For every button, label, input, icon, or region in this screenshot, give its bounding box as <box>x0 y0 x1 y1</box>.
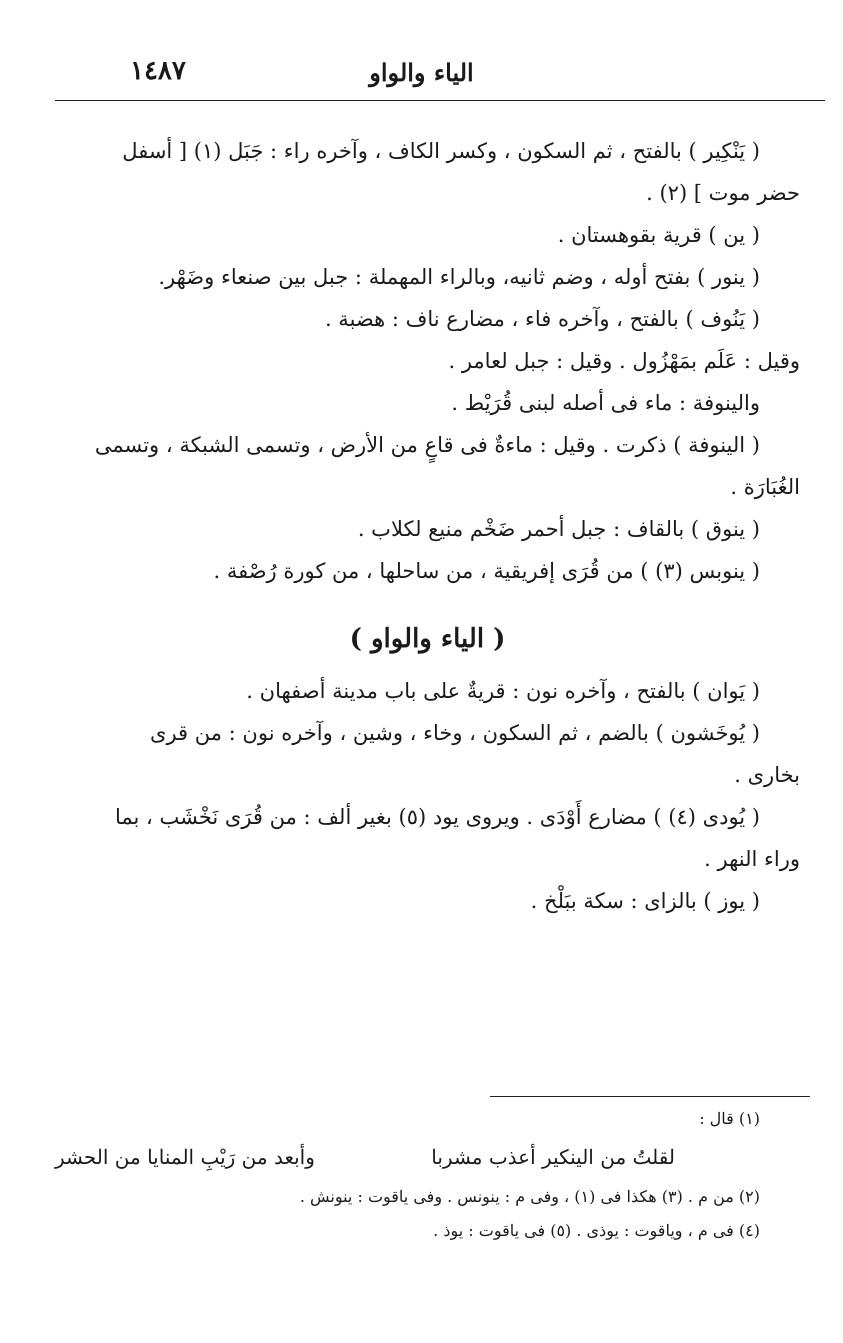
section-heading: ( الياء والواو ) <box>349 624 506 654</box>
entry-text: ( ينوبس (٣) ) من قُرَى إفريقية ، من ساحلها ، من كورة رُصْفة . <box>213 559 760 583</box>
footnote-2-3: (٢) من م . (٣) هكذا فى (١) ، وفى م : ينونس . وفى ياقوت : ينونش . <box>299 1187 760 1206</box>
entry-text: ( ينوق ) بالقاف : جبل أحمر ضَخْم منيع لكلاب . <box>357 517 760 541</box>
header-divider <box>55 100 825 101</box>
footnotes <box>55 1102 760 1248</box>
entry-yuz <box>55 880 800 922</box>
entry-yukhashun <box>55 712 800 796</box>
footnote-divider <box>490 1096 810 1097</box>
footnote-1-intro: (١) قال : <box>699 1109 760 1128</box>
entry-text: ( يَنُوف ) بالفتح ، وآخره فاء ، مضارع ناف : هضبة . <box>324 307 760 331</box>
entry-yanur <box>55 256 800 298</box>
verse-first-hemistich: لقلتُ من الينكير أعذب مشربا <box>431 1145 675 1169</box>
entry-yanubis <box>55 550 800 592</box>
entry-text: ( ينور ) بفتح أوله ، وضم ثانيه، وبالراء المهملة : جبل بين صنعاء وضَهْر. <box>158 265 760 289</box>
entry-continuation: حضر موت ] (٢) . <box>646 181 800 205</box>
entry-continuation: الغُبَارَة . <box>730 475 800 499</box>
entry-text: ( يَنْكِير ) بالفتح ، ثم السكون ، وكسر الكاف ، وآخره راء : جَبَل (١) [ أسفل <box>122 139 760 163</box>
entry-yudi <box>55 796 800 880</box>
entry-text: وقيل : عَلَم بمَهْزُول . وقيل : جبل لعامر . <box>448 349 800 373</box>
entry-text: ( الينوفة ) ذكرت . وقيل : ماءةٌ فى قاعٍ من الأرض ، وتسمى الشبكة ، وتسمى <box>94 433 760 457</box>
entry-continuation: وراء النهر . <box>704 847 800 871</box>
entry-text: ( ين ) قرية بقوهستان . <box>557 223 760 247</box>
running-header-title: الياء والواو <box>369 58 474 87</box>
entry-yankir <box>55 130 800 214</box>
verse-second-hemistich: وأبعد من رَيْبِ المنايا من الحشر <box>55 1145 315 1169</box>
entry-continuation: بخارى . <box>734 763 800 787</box>
footnote-4-5: (٤) فى م ، وياقوت : يوذى . (٥) فى ياقوت : يوذ . <box>433 1221 760 1240</box>
entry-al-yanufa <box>55 424 800 508</box>
entry-yanuf-note <box>55 340 800 382</box>
entry-yanuq <box>55 508 800 550</box>
entry-text: ( يوز ) بالزاى : سكة ببَلْخ . <box>530 889 760 913</box>
entry-yanuf <box>55 298 800 340</box>
entry-text: ( يُوخَشون ) بالضم ، ثم السكون ، وخاء ، وشين ، وآخره نون : من قرى <box>150 721 760 745</box>
entry-text: والينوفة : ماء فى أصله لبنى قُرَيْط . <box>451 391 760 415</box>
footnote-1-verse <box>55 1138 675 1176</box>
entry-yanufa-water <box>55 382 800 424</box>
entry-text: ( يَوان ) بالفتح ، وآخره نون : قريةٌ على باب مدينة أصفهان . <box>246 679 760 703</box>
entry-yin <box>55 214 800 256</box>
entry-yawan <box>55 670 800 712</box>
page-number: ١٤٨٧ <box>130 56 186 86</box>
main-text <box>55 130 800 922</box>
entry-text: ( يُودى (٤) ) مضارع أَوْدَى . ويروى يود (٥) بغير ألف : من قُرَى نَخْشَب ، بما <box>114 805 760 829</box>
